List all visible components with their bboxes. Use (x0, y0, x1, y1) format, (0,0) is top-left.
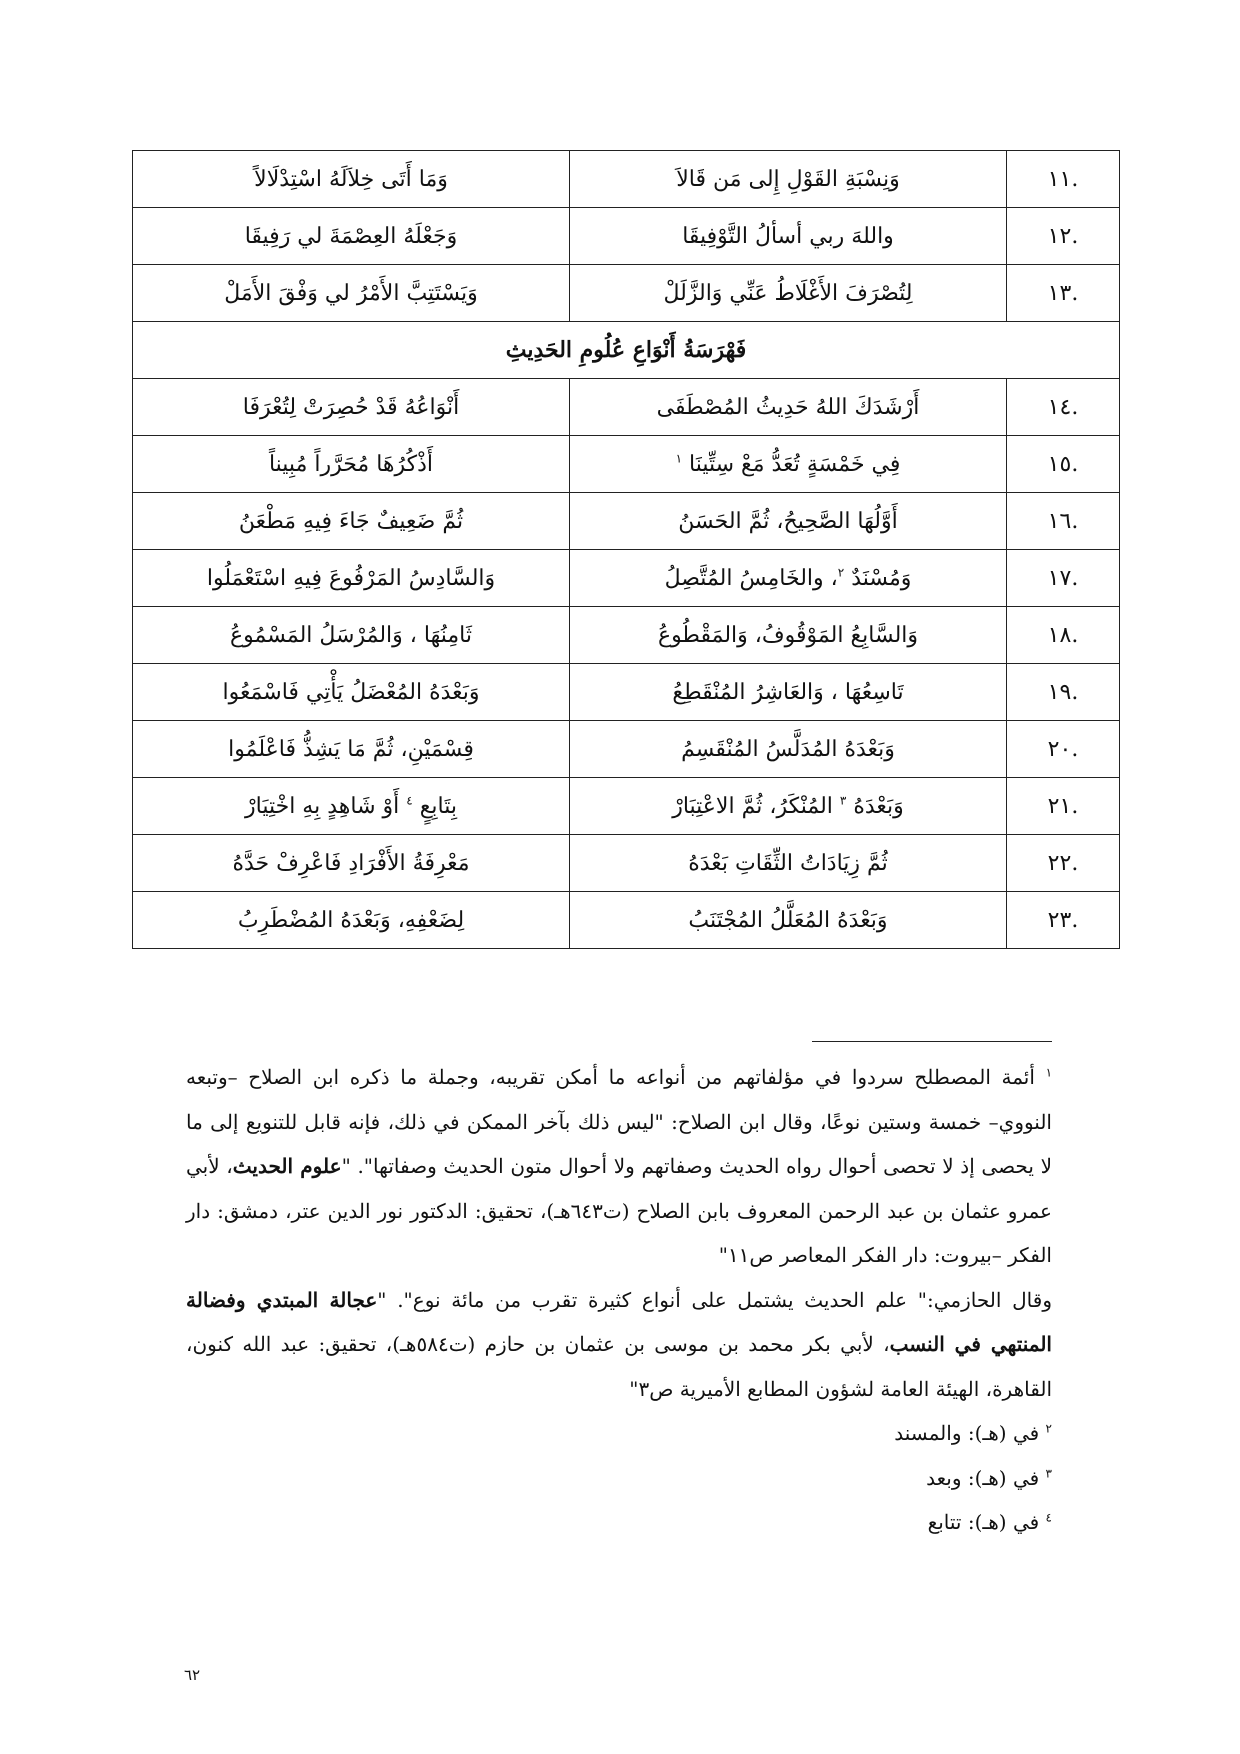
footnote-text: في (هـ): تتابع (927, 1510, 1040, 1534)
second-hemistich (133, 778, 570, 835)
footnote-text: ، لأبي عمرو عثمان بن عبد الرحمن المعروف بابن الصلاح (ت٦٤٣هـ)، تحقيق: الدكتور نور الدين عتر، دمشق: دار الفكر –بيروت: دار الفكر المعاصر ص١١" (186, 1154, 1052, 1267)
verse-number: .١٣ (1007, 265, 1120, 322)
section-title: فَهْرَسَةُ أَنْوَاعِ عُلُومِ الحَدِيثِ (133, 322, 1120, 379)
first-hemistich: أَوَّلُهَا الصَّحِيحُ، ثُمَّ الحَسَنُ (570, 493, 1007, 550)
second-hemistich: ثُمَّ ضَعِيفٌ جَاءَ فِيهِ مَطْعَنُ (133, 493, 570, 550)
first-hemistich: وَبَعْدَهُ المُدَلَّسُ المُنْقَسِمُ (570, 721, 1007, 778)
book-title: علوم الحديث (232, 1154, 342, 1178)
second-hemistich: مَعْرِفَةُ الأَفْرَادِ فَاعْرِفْ حَدَّهُ (133, 835, 570, 892)
footnotes (186, 1055, 1052, 1545)
first-hemistich (570, 778, 1007, 835)
first-hemistich: وَبَعْدَهُ المُعَلَّلُ المُجْتَنَبُ (570, 892, 1007, 949)
table-row (133, 151, 1120, 208)
table-row (133, 607, 1120, 664)
verse-number: .١٥ (1007, 436, 1120, 493)
second-hemistich: أَنْوَاعُهُ قَدْ حُصِرَتْ لِتُعْرَفَا (133, 379, 570, 436)
footnote-text: وقال الحازمي:" علم الحديث يشتمل على أنواع كثيرة تقرب من مائة نوع". " (377, 1287, 1052, 1312)
verse-number: .١١ (1007, 151, 1120, 208)
footnote-mark: ١ (1045, 1065, 1053, 1080)
page-number: ٦٢ (184, 1666, 201, 1684)
table-row (133, 835, 1120, 892)
hemistich-text: ، والخَامِسُ المُتَّصِلُ (664, 565, 838, 591)
footnote-text: في (هـ): وبعد (926, 1465, 1040, 1490)
footnote-text: أئمة المصطلح سردوا في مؤلفاتهم من أنواعه ما أمكن تقريبه، وجملة ما ذكره ابن الصلاح –وتبعه النووي– خمسة وستين نوعًا، وقال ابن الصلاح: "ليس ذلك بآخر الممكن في ذلك، فإنه قابل للتنويع إلى ما لا يحصى إذ لا تحصى أحوال رواه الحديث وصفاتهم ولا أحوال متون الحديث وصفاتها". " (186, 1065, 1052, 1178)
second-hemistich: أَذْكُرُهَا مُحَرَّراً مُبِيناً (133, 436, 570, 493)
verse-number: .١٤ (1007, 379, 1120, 436)
hemistich-text: فِي خَمْسَةٍ تُعَدُّ مَعْ سِتِّينَا (689, 451, 901, 477)
footnote-4 (186, 1500, 1052, 1545)
verse-number: .٢٠ (1007, 721, 1120, 778)
hemistich-text: المُنْكَرُ، ثُمَّ الاعْتِبَارْ (672, 793, 833, 819)
table-row (133, 265, 1120, 322)
footnote-mark: ٣ (1045, 1465, 1052, 1480)
footnote-ref[interactable]: ١ (675, 451, 683, 466)
first-hemistich (570, 436, 1007, 493)
verse-table (132, 150, 1120, 949)
first-hemistich: أَرْشَدَكَ اللهُ حَدِيثُ المُصْطَفَى (570, 379, 1007, 436)
second-hemistich: ثَامِنُهَا ، وَالمُرْسَلُ المَسْمُوعُ (133, 607, 570, 664)
footnote-ref[interactable]: ٣ (839, 793, 847, 808)
verse-number: .١٢ (1007, 208, 1120, 265)
footnote-mark: ٢ (1045, 1421, 1052, 1436)
hemistich-text: وَمُسْنَدٌ (851, 565, 912, 591)
verse-number: .١٦ (1007, 493, 1120, 550)
hemistich-text: وَبَعْدَهُ (853, 793, 904, 819)
footnote-1 (186, 1055, 1052, 1278)
verse-number: .٢٢ (1007, 835, 1120, 892)
footnote-divider (812, 1041, 1052, 1042)
second-hemistich: وَبَعْدَهُ المُعْضَلُ يَأْتِي فَاسْمَعُوا (133, 664, 570, 721)
table-row (133, 436, 1120, 493)
first-hemistich: لِتُصْرَفَ الأَغْلَاطُ عَنِّي وَالزَّلَلْ (570, 265, 1007, 322)
verse-number: .٢٣ (1007, 892, 1120, 949)
footnote-1-continued (186, 1278, 1052, 1412)
hemistich-text: أَوْ شَاهِدٍ بِهِ اخْتِيَارْ (245, 793, 400, 819)
first-hemistich (570, 550, 1007, 607)
second-hemistich: قِسْمَيْنِ، ثُمَّ مَا يَشِذُّ فَاعْلَمُوا (133, 721, 570, 778)
first-hemistich: ثُمَّ زِيَادَاتُ الثِّقَاتِ بَعْدَهُ (570, 835, 1007, 892)
hemistich-text: بِتَابِعٍ (419, 793, 457, 819)
first-hemistich: واللهَ ربي أسألُ التَّوْفِيقَا (570, 208, 1007, 265)
second-hemistich: وَمَا أَتَى خِلاَلَهُ اسْتِدْلَالاً (133, 151, 570, 208)
verse-number: .١٩ (1007, 664, 1120, 721)
verse-number: .٢١ (1007, 778, 1120, 835)
second-hemistich: وَجَعْلَهُ العِصْمَةَ لي رَفِيقَا (133, 208, 570, 265)
first-hemistich: وَنِسْبَةِ القَوْلِ إِلى مَن قَالاَ (570, 151, 1007, 208)
first-hemistich: وَالسَّابِعُ المَوْقُوفُ، وَالمَقْطُوعُ (570, 607, 1007, 664)
footnote-text: في (هـ): والمسند (894, 1421, 1040, 1445)
second-hemistich: وَالسَّادِسُ المَرْفُوعَ فِيهِ اسْتَعْمَلُوا (133, 550, 570, 607)
verse-number: .١٨ (1007, 607, 1120, 664)
second-hemistich: وَيَسْتَتِبَّ الأَمْرُ لي وَفْقَ الأَمَلْ (133, 265, 570, 322)
footnote-text: ، لأبي بكر محمد بن موسى بن عثمان بن حازم (ت٥٨٤هـ)، تحقيق: عبد الله كنون، القاهرة، الهيئة العامة لشؤون المطابع الأميرية ص٣" (186, 1332, 1052, 1401)
footnote-ref[interactable]: ٤ (406, 793, 413, 808)
table-row (133, 208, 1120, 265)
table-row (133, 379, 1120, 436)
table-row (133, 493, 1120, 550)
first-hemistich: تَاسِعُهَا ، وَالعَاشِرُ المُنْقَطِعُ (570, 664, 1007, 721)
table-row (133, 778, 1120, 835)
section-row (133, 322, 1120, 379)
table-row (133, 892, 1120, 949)
footnote-mark: ٤ (1045, 1510, 1052, 1525)
table-row (133, 550, 1120, 607)
book-title: عجالة المبتدي وفضالة المنتهي في النسب (186, 1287, 1052, 1356)
verse-number: .١٧ (1007, 550, 1120, 607)
footnote-2 (186, 1411, 1052, 1456)
table-row (133, 721, 1120, 778)
footnote-ref[interactable]: ٢ (837, 565, 845, 580)
table-row (133, 664, 1120, 721)
footnote-3 (186, 1456, 1052, 1501)
second-hemistich: لِضَعْفِهِ، وَبَعْدَهُ المُضْطَرِبُ (133, 892, 570, 949)
